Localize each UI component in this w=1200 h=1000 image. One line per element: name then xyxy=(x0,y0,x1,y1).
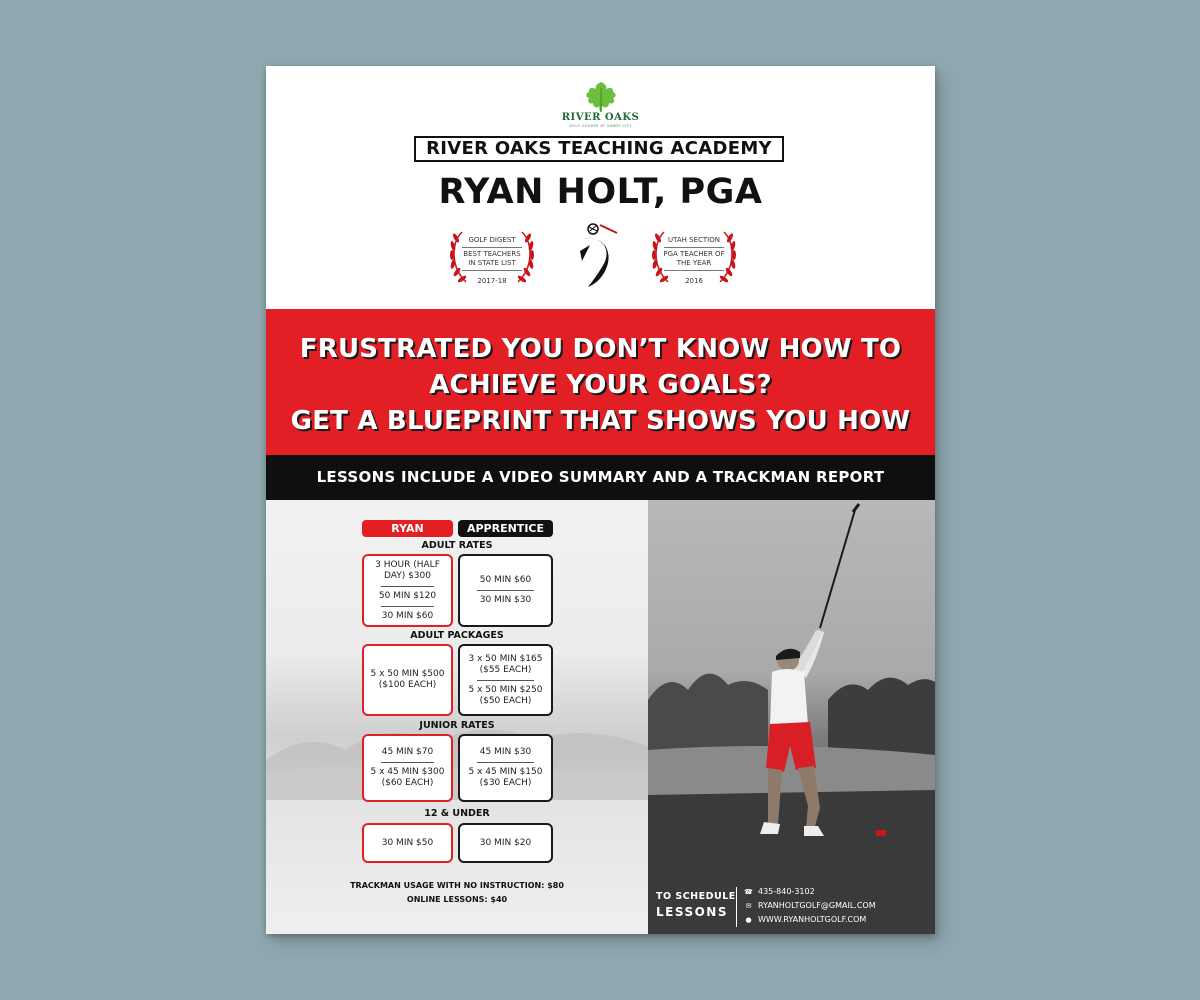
divider xyxy=(736,887,737,927)
email-address: RYANHOLTGOLF@GMAIL.COM xyxy=(758,901,876,910)
rate-item: 30 MIN $20 xyxy=(479,837,532,848)
rate-box-ryan-junior xyxy=(362,734,453,802)
contact-website[interactable] xyxy=(744,915,866,924)
rate-item: 50 MIN $120 xyxy=(378,590,437,601)
section-label-adult-rates: ADULT RATES xyxy=(421,540,493,551)
globe-icon: ● xyxy=(745,916,752,924)
schedule-line1: TO SCHEDULE xyxy=(656,891,736,902)
headline-line3: GET A BLUEPRINT THAT SHOWS YOU HOW xyxy=(290,406,911,436)
rate-item: 3 HOUR (HALF DAY) $300 xyxy=(375,559,440,581)
online-lessons-note: ONLINE LESSONS: $40 xyxy=(406,895,508,904)
golfer-swing-icon xyxy=(572,221,622,293)
rate-box-apprentice-12-under xyxy=(458,823,553,863)
academy-title: RIVER OAKS TEACHING ACADEMY xyxy=(414,136,784,162)
section-label-junior-rates: JUNIOR RATES xyxy=(419,720,495,731)
golfer-photo xyxy=(648,500,935,934)
rate-box-apprentice-packages xyxy=(458,644,553,716)
logo-tagline: GOLF COURSE AT SANDY CITY xyxy=(569,124,632,128)
logo-name: RIVER OAKS xyxy=(561,112,640,123)
award-org: UTAH SECTION xyxy=(668,236,720,244)
website-url: WWW.RYANHOLTGOLF.COM xyxy=(758,915,867,924)
rate-item: 45 MIN $70 xyxy=(381,747,434,757)
rate-item: 45 MIN $30 xyxy=(479,747,532,757)
rate-item: 30 MIN $50 xyxy=(381,837,434,848)
rate-box-ryan-12-under xyxy=(362,823,453,863)
subheadline: LESSONS INCLUDE A VIDEO SUMMARY AND A TRACKMAN REPORT xyxy=(266,455,935,500)
rates-panel xyxy=(266,500,648,934)
award-title-line2: THE YEAR xyxy=(676,259,712,267)
award-golf-digest xyxy=(442,224,542,294)
flyer xyxy=(266,66,935,934)
section-label-12-and-under: 12 & UNDER xyxy=(424,808,490,819)
award-title-line2: IN STATE LIST xyxy=(468,259,516,267)
section-label-adult-packages: ADULT PACKAGES xyxy=(410,630,504,641)
rate-box-apprentice-adult xyxy=(458,554,553,627)
trackman-note: TRACKMAN USAGE WITH NO INSTRUCTION: $80 xyxy=(350,881,564,890)
contact-section xyxy=(648,881,935,934)
headline xyxy=(266,309,935,439)
background-trees xyxy=(266,680,648,800)
award-org: GOLF DIGEST xyxy=(468,236,516,244)
rate-item: 5 x 45 MIN $300 ($60 EACH) xyxy=(370,767,445,788)
rate-item: 5 x 45 MIN $150 ($30 EACH) xyxy=(468,767,543,788)
golfer-photo-illustration xyxy=(648,500,935,934)
contact-email[interactable] xyxy=(744,901,876,910)
award-utah-pga xyxy=(644,224,744,294)
rate-box-ryan-packages xyxy=(362,644,453,716)
contact-phone[interactable] xyxy=(744,887,815,896)
award-title-line1: BEST TEACHERS xyxy=(463,250,521,258)
phone-icon: ☎ xyxy=(744,888,753,896)
headline-line1: FRUSTRATED YOU DON’T KNOW HOW TO xyxy=(299,334,902,364)
rate-item: 30 MIN $30 xyxy=(479,595,532,605)
award-title-line1: PGA TEACHER OF xyxy=(663,250,725,258)
river-oaks-logo xyxy=(266,80,935,128)
rate-box-ryan-adult xyxy=(362,554,453,627)
column-header-ryan: RYAN xyxy=(362,520,453,537)
schedule-line2: LESSONS xyxy=(656,905,728,919)
award-year: 2017-18 xyxy=(477,277,507,285)
rate-box-apprentice-junior xyxy=(458,734,553,802)
rate-item: 30 MIN $60 xyxy=(381,610,434,621)
headline-line2: ACHIEVE YOUR GOALS? xyxy=(429,370,772,400)
oak-leaf-icon xyxy=(583,80,619,114)
award-year: 2016 xyxy=(685,277,703,285)
headline-banner xyxy=(266,309,935,455)
phone-number: 435-840-3102 xyxy=(758,887,815,896)
rate-item: 5 x 50 MIN $250 ($50 EACH) xyxy=(468,684,543,706)
pro-name: RYAN HOLT, PGA xyxy=(438,172,763,212)
schedule-callout xyxy=(656,891,736,919)
envelope-icon: ✉ xyxy=(745,902,752,910)
rate-item: 3 x 50 MIN $165 ($55 EACH) xyxy=(468,653,543,675)
rate-item: 50 MIN $60 xyxy=(479,575,532,585)
rate-item: 5 x 50 MIN $500 ($100 EACH) xyxy=(370,669,445,690)
column-header-apprentice: APPRENTICE xyxy=(458,520,553,537)
